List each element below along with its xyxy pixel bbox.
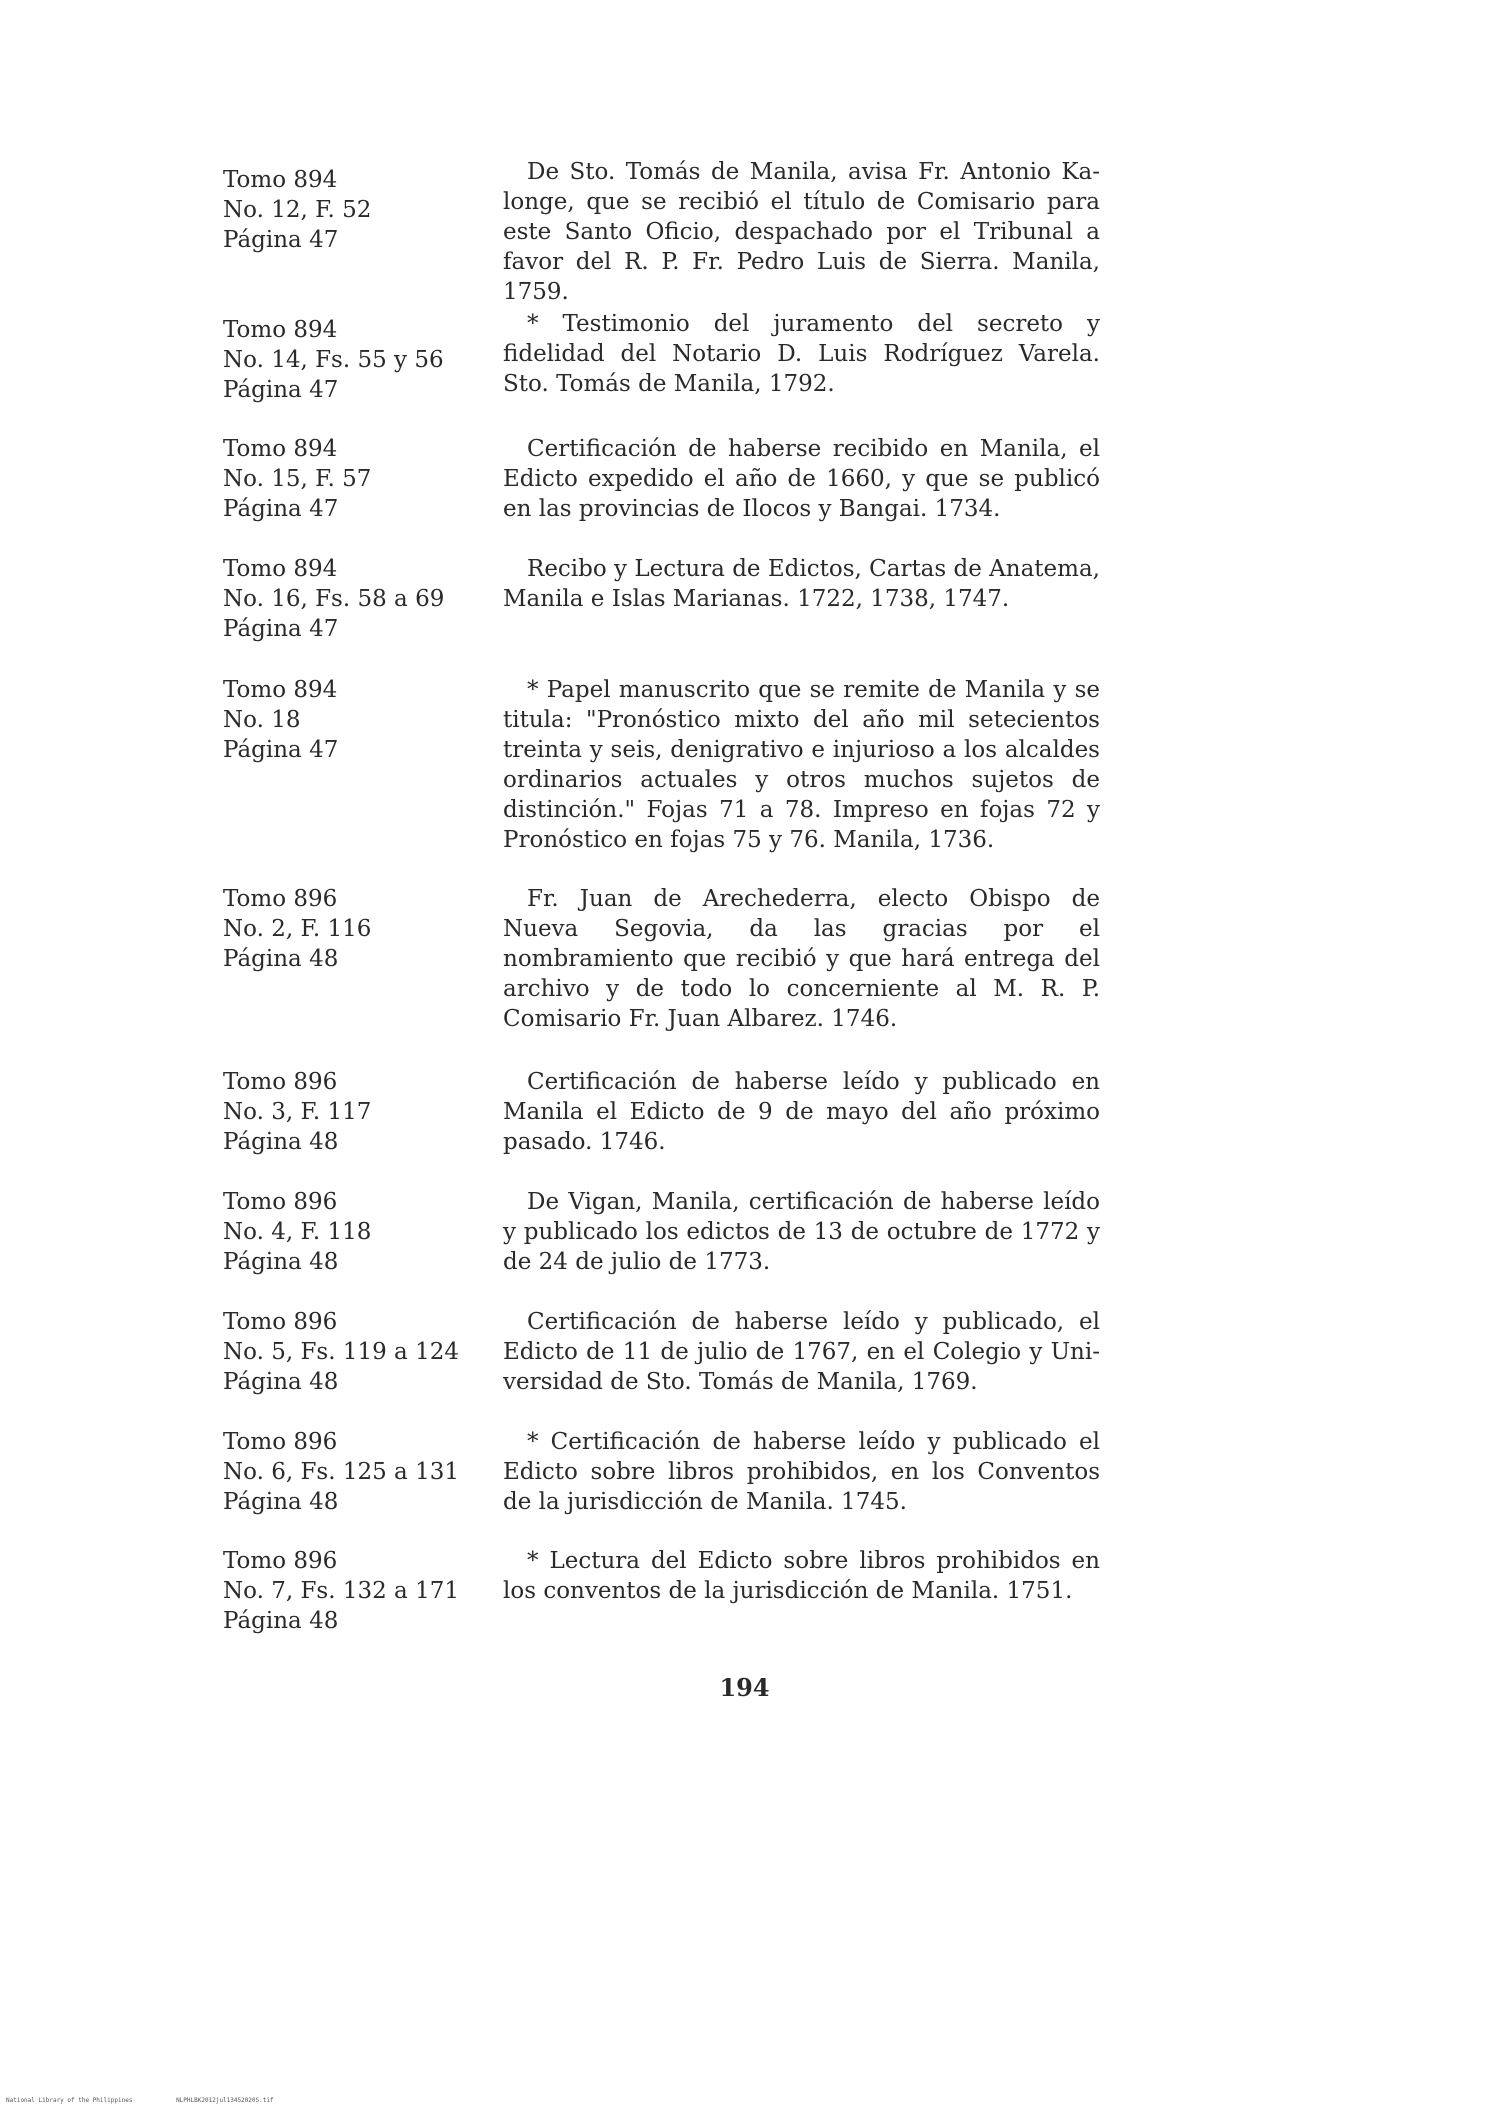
entry-pagina: Página 48 xyxy=(223,946,339,972)
scan-footer xyxy=(6,2097,314,2104)
entry-tomo: Tomo 896 xyxy=(223,886,338,912)
entry-reference xyxy=(223,434,473,524)
entry-tomo: Tomo 896 xyxy=(223,1429,338,1455)
entry-tomo: Tomo 896 xyxy=(223,1189,338,1215)
entry-pagina: Página 48 xyxy=(223,1608,339,1634)
entry-tomo: Tomo 896 xyxy=(223,1309,338,1335)
entry-tomo: Tomo 894 xyxy=(223,677,338,703)
entry-description: De Sto. Tomás de Manila, avisa Fr. Antonio Kalonge, que se recibió el título de Comisario para este Santo Oficio, despachado por el Tribunal a favor del R. P. Fr. Pedro Luis de Sierra. Manila, 1759. xyxy=(503,159,1100,305)
entry-description: Certificación de haberse leído y publicado en Manila el Edicto de 9 de mayo del año próximo pasado. 1746. xyxy=(503,1069,1100,1155)
entry-pagina: Página 47 xyxy=(223,616,339,642)
entry-description: * Testimonio del juramento del secreto y fidelidad del Notario D. Luis Rodríguez Varela. Sto. Tomás de Manila, 1792. xyxy=(503,311,1100,397)
entry-tomo: Tomo 894 xyxy=(223,317,338,343)
entry-description: * Lectura del Edicto sobre libros prohibidos en los conventos de la jurisdicción de Manila. 1751. xyxy=(503,1548,1100,1604)
footer-library: National Library of the Philippines xyxy=(6,2097,133,2104)
entry-pagina: Página 47 xyxy=(223,496,339,522)
entry-description: Recibo y Lectura de Edictos, Cartas de Anatema, Manila e Islas Marianas. 1722, 1738, 1747. xyxy=(503,556,1100,612)
entry-reference xyxy=(223,1427,473,1517)
entry-tomo: Tomo 894 xyxy=(223,556,338,582)
entry-reference xyxy=(223,1307,473,1397)
entry-reference xyxy=(223,1187,473,1277)
entry-number: No. 18 xyxy=(223,707,301,733)
entry-reference xyxy=(223,1546,473,1636)
entry-tomo: Tomo 896 xyxy=(223,1548,338,1574)
entry-description: Certificación de haberse recibido en Manila, el Edicto expedido el año de 1660, y que se publicó en las provincias de Ilocos y Bangai. 1734. xyxy=(503,436,1100,522)
entry-number: No. 2, F. 116 xyxy=(223,916,372,942)
entry-description: De Vigan, Manila, certificación de haberse leído y publicado los edictos de 13 de octubre de 1772 y de 24 de julio de 1773. xyxy=(503,1189,1100,1275)
entry-tomo: Tomo 894 xyxy=(223,167,338,193)
entry-reference xyxy=(223,554,473,644)
entry-number: No. 4, F. 118 xyxy=(223,1219,372,1245)
entry-description: * Papel manuscrito que se remite de Manila y se titula: "Pronóstico mixto del año mil setecientos treinta y seis, denigrativo e injurioso a los alcaldes ordinarios actuales y otros muchos sujetos de distinción." Fojas 71 a 78. Impreso en fojas 72 y Pronóstico en fojas 75 y 76. Manila, 1736. xyxy=(503,677,1100,853)
entry-reference xyxy=(223,165,473,255)
entry-number: No. 6, Fs. 125 a 131 xyxy=(223,1459,459,1485)
entry-number: No. 5, Fs. 119 a 124 xyxy=(223,1339,459,1365)
entry-pagina: Página 47 xyxy=(223,227,339,253)
entry-pagina: Página 48 xyxy=(223,1129,339,1155)
entry-reference xyxy=(223,884,473,974)
entry-pagina: Página 47 xyxy=(223,377,339,403)
entry-reference xyxy=(223,675,473,765)
entry-description: Fr. Juan de Arechederra, electo Obispo de Nueva Segovia, da las gracias por el nombramiento que recibió y que hará entrega del archivo y de todo lo concerniente al M. R. P. Comisario Fr. Juan Albarez. 1746. xyxy=(503,886,1100,1032)
entry-reference xyxy=(223,315,473,405)
page-number: 194 xyxy=(719,1673,770,1702)
entry-number: No. 14, Fs. 55 y 56 xyxy=(223,347,444,373)
entry-number: No. 3, F. 117 xyxy=(223,1099,372,1125)
entry-reference xyxy=(223,1067,473,1157)
entry-number: No. 16, Fs. 58 a 69 xyxy=(223,586,445,612)
entry-number: No. 12, F. 52 xyxy=(223,197,372,223)
entry-pagina: Página 48 xyxy=(223,1369,339,1395)
entry-description: Certificación de haberse leído y publicado, el Edicto de 11 de julio de 1767, en el Colegio y Universidad de Sto. Tomás de Manila, 1769. xyxy=(503,1309,1100,1395)
entry-number: No. 7, Fs. 132 a 171 xyxy=(223,1578,459,1604)
entry-tomo: Tomo 894 xyxy=(223,436,338,462)
entry-number: No. 15, F. 57 xyxy=(223,466,372,492)
footer-filename: NLPHLBK2012jul13452020S.tif xyxy=(176,2097,274,2104)
entry-pagina: Página 48 xyxy=(223,1249,339,1275)
entry-tomo: Tomo 896 xyxy=(223,1069,338,1095)
entry-pagina: Página 48 xyxy=(223,1489,339,1515)
entry-description: * Certificación de haberse leído y publicado el Edicto sobre libros prohibidos, en los Conventos de la jurisdicción de Manila. 1745. xyxy=(503,1429,1100,1515)
entry-pagina: Página 47 xyxy=(223,737,339,763)
